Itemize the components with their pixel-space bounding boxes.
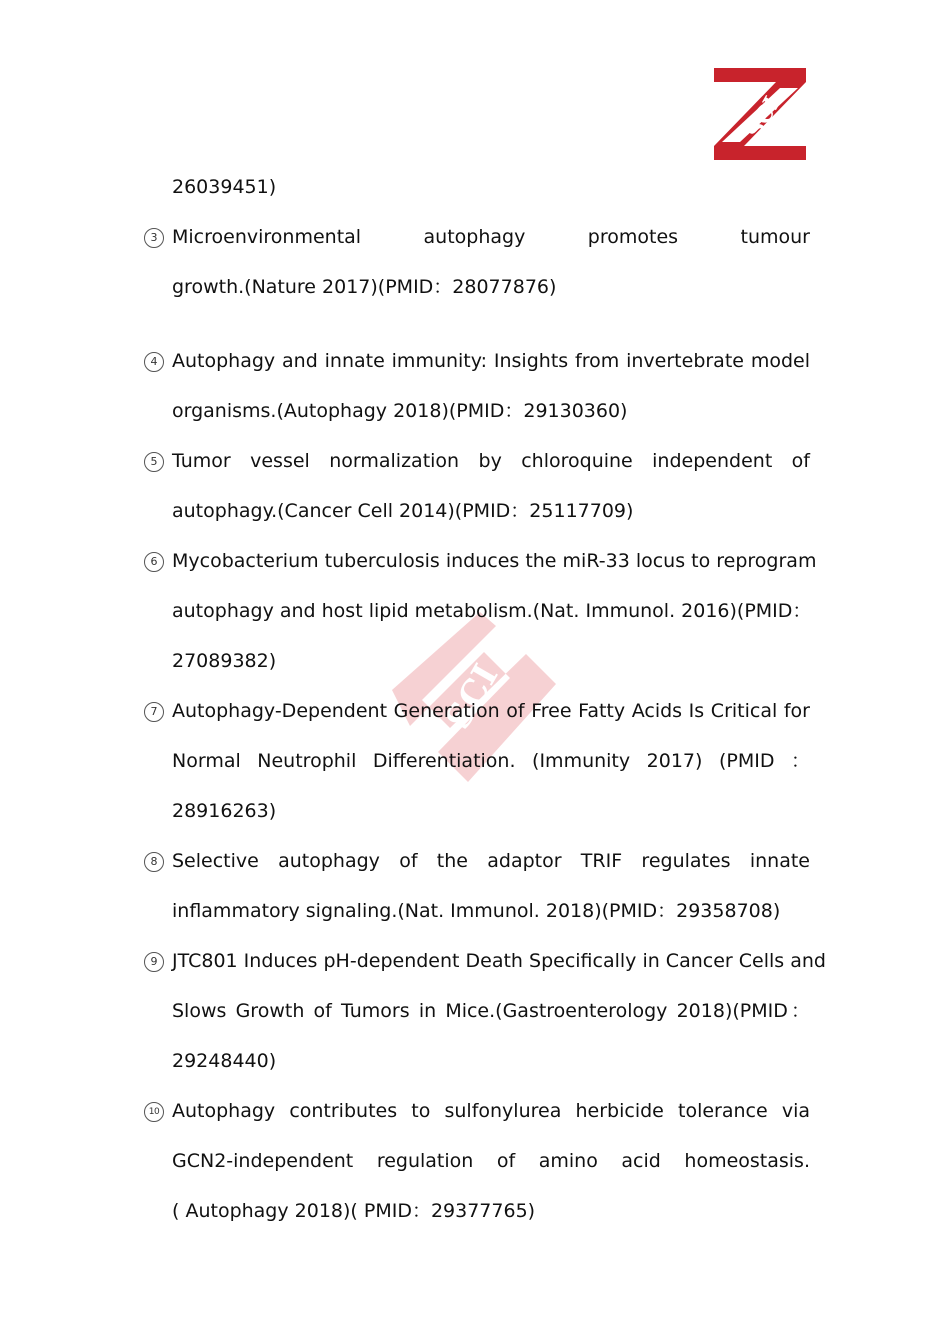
reference-line bbox=[140, 496, 810, 546]
sci-logo bbox=[714, 68, 806, 160]
reference-line bbox=[140, 596, 810, 646]
reference-line bbox=[140, 446, 810, 496]
reference-item bbox=[140, 172, 810, 222]
reference-text: 28916263) bbox=[172, 800, 277, 822]
reference-item bbox=[140, 1096, 810, 1246]
reference-text: inflammatory signaling.(Nat. Immunol. 2018)(PMID：29358708) bbox=[172, 900, 781, 922]
reference-line bbox=[140, 646, 810, 696]
logo-text: SCI bbox=[741, 92, 786, 143]
reference-text: organisms.(Autophagy 2018)(PMID：29130360) bbox=[172, 400, 628, 422]
circled-number: 3 bbox=[144, 228, 164, 248]
circled-number: 7 bbox=[144, 702, 164, 722]
reference-text: 26039451) bbox=[172, 176, 277, 198]
reference-line bbox=[140, 896, 810, 946]
circled-number: 6 bbox=[144, 552, 164, 572]
circled-number: 8 bbox=[144, 852, 164, 872]
reference-item bbox=[140, 446, 810, 546]
reference-text: Normal Neutrophil Differentiation. (Immunity 2017) (PMID ： bbox=[172, 750, 810, 772]
reference-item bbox=[140, 222, 810, 322]
reference-text: autophagy and host lipid metabolism.(Nat. Immunol. 2016)(PMID： bbox=[172, 600, 812, 622]
reference-line bbox=[140, 996, 810, 1046]
reference-line bbox=[140, 272, 810, 322]
reference-line bbox=[140, 796, 810, 846]
circled-number: 4 bbox=[144, 352, 164, 372]
circled-number: 9 bbox=[144, 952, 164, 972]
reference-text: 29248440) bbox=[172, 1050, 277, 1072]
reference-item bbox=[140, 846, 810, 946]
reference-item bbox=[140, 696, 810, 846]
reference-text: growth.(Nature 2017)(PMID：28077876) bbox=[172, 276, 557, 298]
reference-line bbox=[140, 222, 810, 272]
reference-item bbox=[140, 546, 817, 696]
reference-text: Autophagy contributes to sulfonylurea herbicide tolerance via bbox=[172, 1100, 810, 1122]
reference-text: JTC801 Induces pH-dependent Death Specifically in Cancer Cells and bbox=[172, 950, 826, 972]
reference-line bbox=[140, 1196, 810, 1246]
circled-number: 5 bbox=[144, 452, 164, 472]
reference-item bbox=[140, 946, 826, 1096]
reference-line bbox=[140, 396, 810, 446]
reference-item bbox=[140, 346, 810, 446]
reference-line bbox=[140, 746, 810, 796]
reference-line bbox=[140, 346, 810, 396]
reference-text: Microenvironmental autophagy promotes tumour bbox=[172, 226, 810, 248]
reference-line bbox=[140, 172, 810, 222]
reference-line bbox=[140, 1096, 810, 1146]
reference-line bbox=[140, 1146, 810, 1196]
reference-line bbox=[140, 696, 810, 746]
reference-text: Autophagy-Dependent Generation of Free Fatty Acids Is Critical for bbox=[172, 700, 810, 722]
reference-text: Tumor vessel normalization by chloroquine independent of bbox=[172, 450, 810, 472]
reference-line bbox=[140, 846, 810, 896]
reference-line bbox=[140, 546, 817, 596]
reference-text: autophagy.(Cancer Cell 2014)(PMID：25117709) bbox=[172, 500, 634, 522]
reference-text: ( Autophagy 2018)( PMID：29377765) bbox=[172, 1200, 536, 1222]
reference-text: Mycobacterium tuberculosis induces the miR-33 locus to reprogram bbox=[172, 550, 817, 572]
reference-text: GCN2-independent regulation of amino acid homeostasis. bbox=[172, 1150, 810, 1172]
circled-number: 10 bbox=[144, 1102, 164, 1122]
reference-text: Slows Growth of Tumors in Mice.(Gastroenterology 2018)(PMID： bbox=[172, 1000, 810, 1022]
reference-line bbox=[140, 946, 826, 996]
reference-text: Autophagy and innate immunity: Insights from invertebrate model bbox=[172, 350, 810, 372]
reference-text: 27089382) bbox=[172, 650, 277, 672]
watermark-text: SCI bbox=[438, 657, 507, 737]
reference-list bbox=[140, 172, 826, 1246]
reference-text: Selective autophagy of the adaptor TRIF regulates innate bbox=[172, 850, 810, 872]
reference-line bbox=[140, 1046, 810, 1096]
